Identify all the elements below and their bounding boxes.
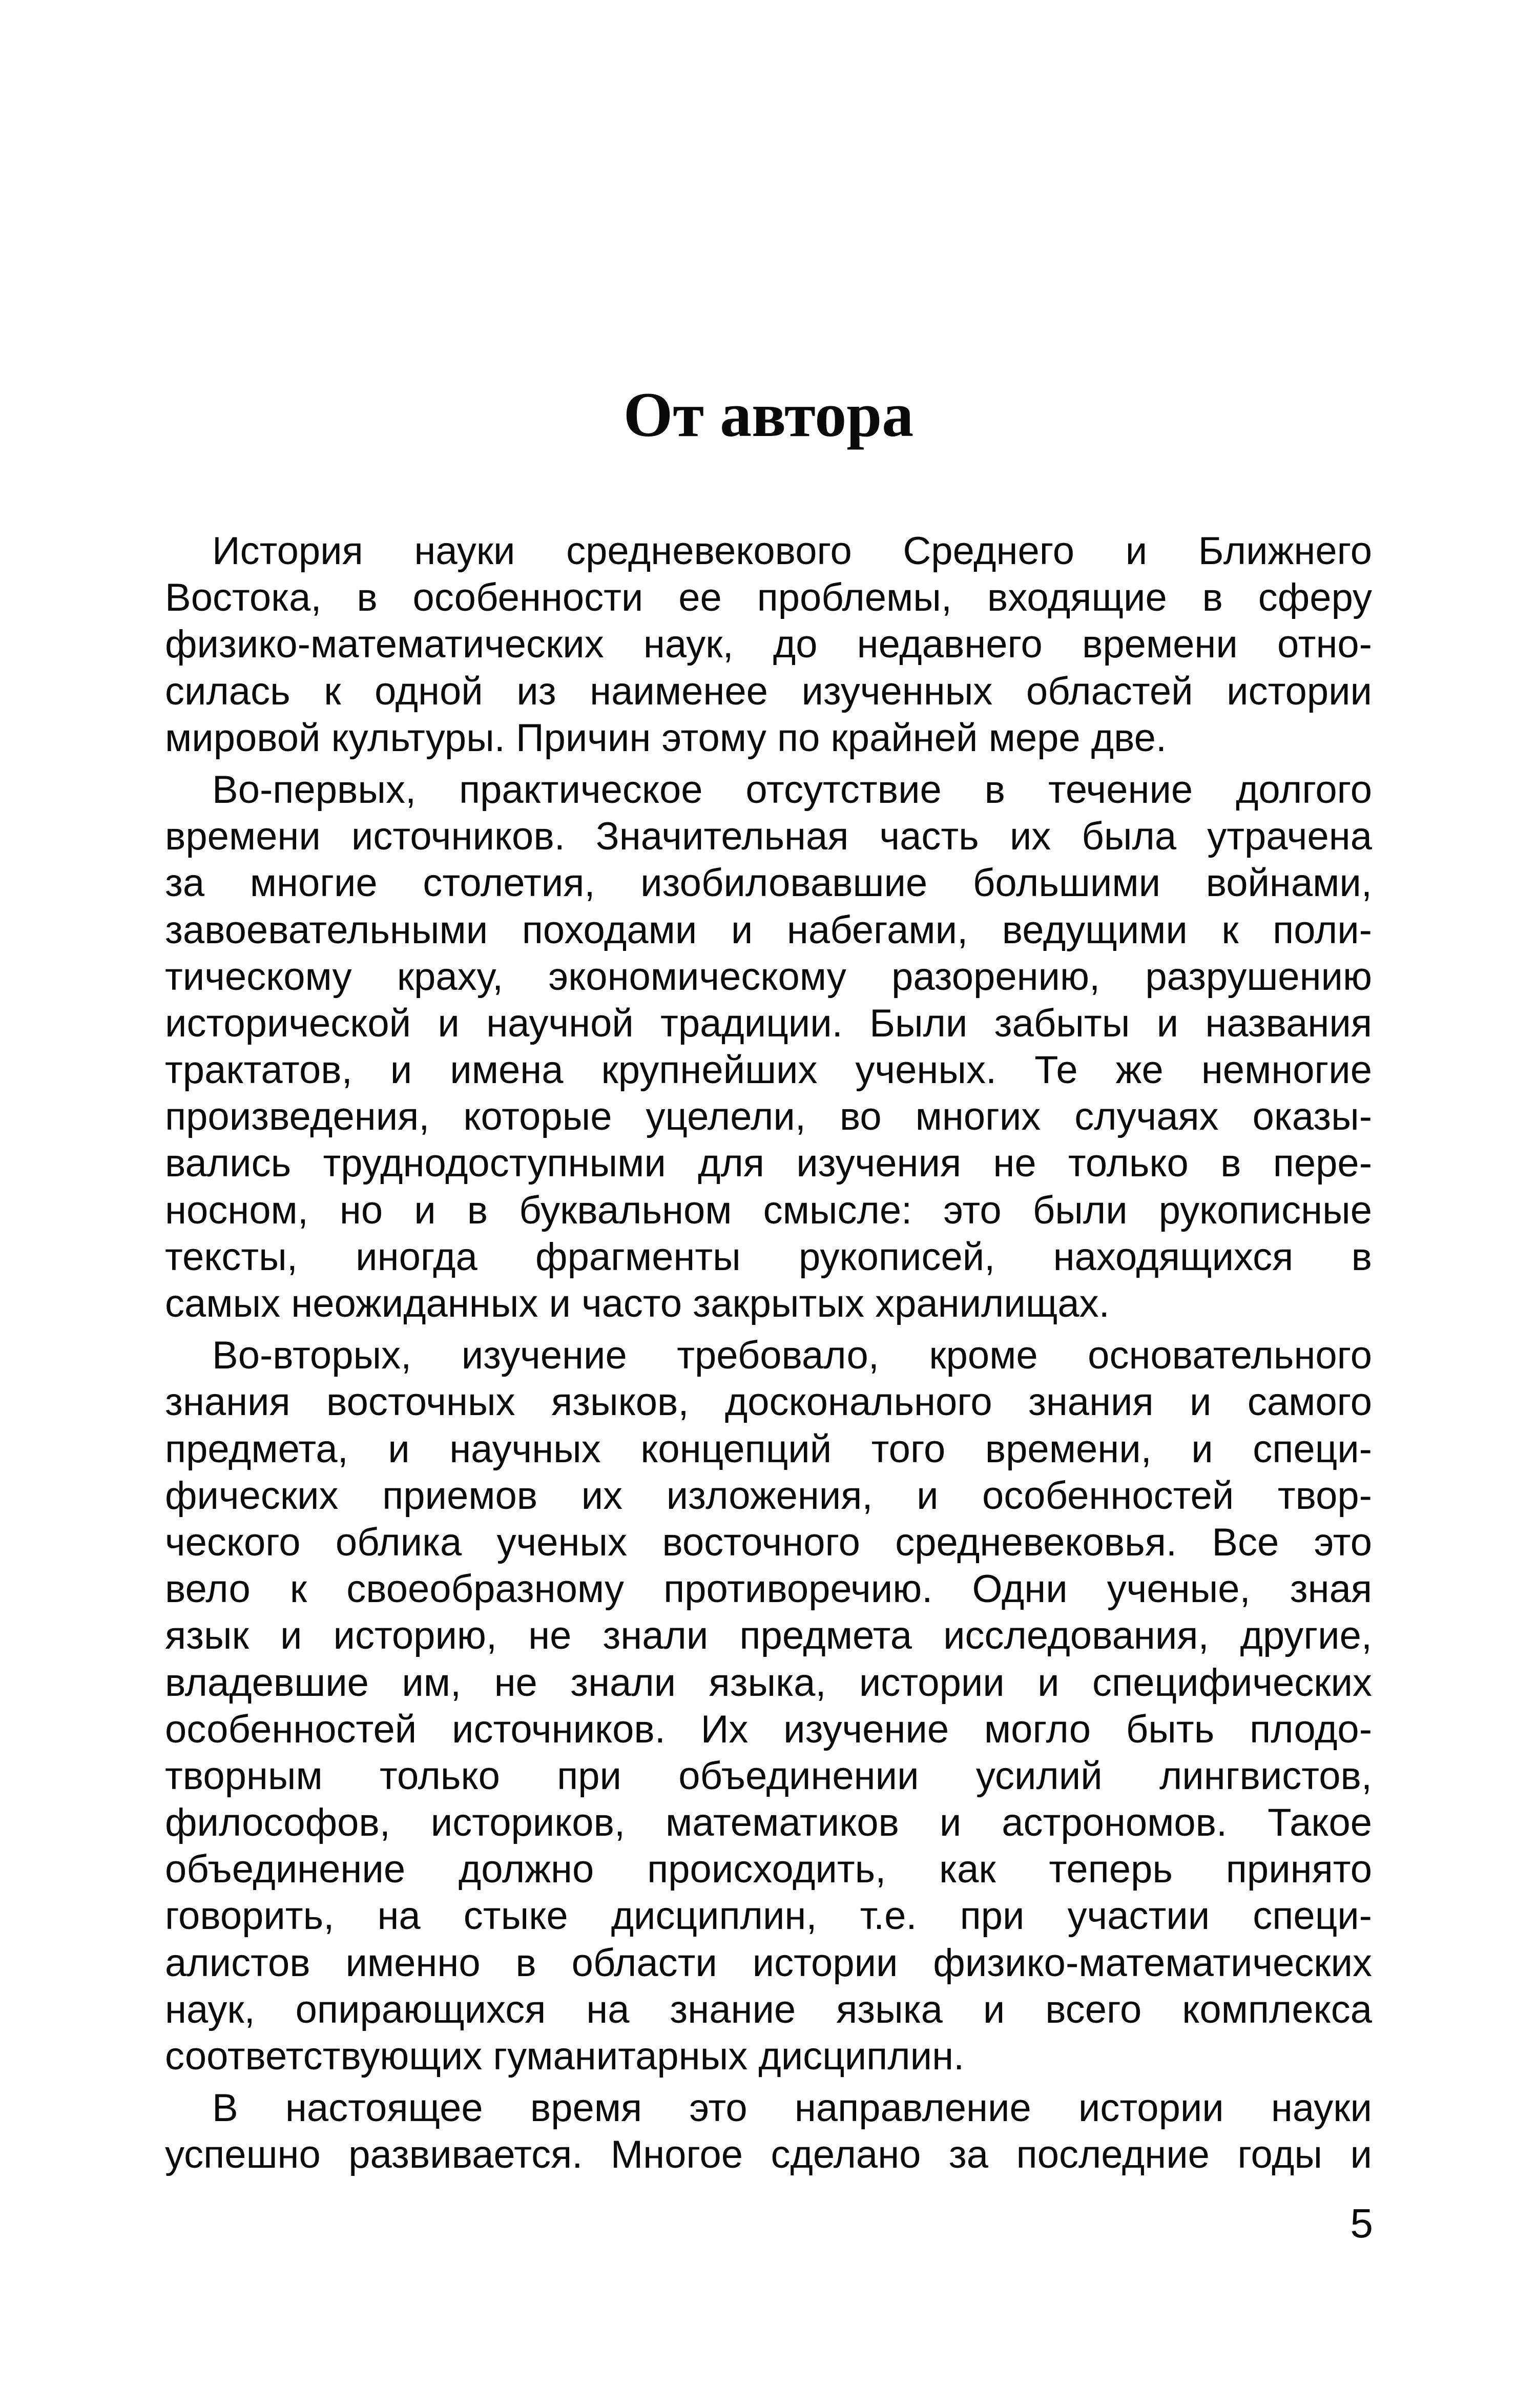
text-line: исторической и научной традиции. Были забыты и названия bbox=[165, 1001, 1372, 1045]
text-line: язык и историю, не знали предмета исследования, другие, bbox=[165, 1614, 1372, 1658]
text-line: завоевательными походами и набегами, ведущими к поли- bbox=[165, 908, 1372, 952]
chapter-heading: От автора bbox=[623, 380, 914, 450]
text-line: История науки средневекового Среднего и Ближнего bbox=[212, 529, 1372, 573]
text-line: В настоящее время это направление истории науки bbox=[212, 2086, 1372, 2130]
body-text bbox=[165, 528, 1372, 2178]
text-line: философов, историков, математиков и астрономов. Такое bbox=[165, 1801, 1372, 1845]
text-line: успешно развивается. Многое сделано за последние годы и bbox=[165, 2133, 1372, 2177]
text-line: фических приемов их изложения, и особенностей твор- bbox=[165, 1473, 1372, 1518]
text-line: творным только при объединении усилий лингвистов, bbox=[165, 1754, 1372, 1798]
text-line: физико-математических наук, до недавнего времени отно- bbox=[165, 622, 1372, 667]
text-line: Во-вторых, изучение требовало, кроме основательного bbox=[212, 1334, 1372, 1378]
text-line: соответствующих гуманитарных дисциплин. bbox=[165, 2035, 965, 2078]
text-line: произведения, которые уцелели, во многих случаях оказы- bbox=[165, 1095, 1372, 1139]
text-line: носном, но и в буквальном смысле: это были рукописные bbox=[165, 1188, 1372, 1232]
text-line: за многие столетия, изобиловавшие большими войнами, bbox=[165, 861, 1372, 905]
text-line: вело к своеобразному противоречию. Одни ученые, зная bbox=[165, 1567, 1372, 1611]
text-line: предмета, и научных концепций того времени, и специ- bbox=[165, 1427, 1372, 1471]
text-line: тическому краху, экономическому разорению, разрушению bbox=[165, 954, 1372, 999]
paragraph bbox=[165, 766, 1372, 1327]
text-line: тексты, иногда фрагменты рукописей, находящихся в bbox=[165, 1235, 1372, 1279]
text-line: самых неожиданных и часто закрытых хранилищах. bbox=[165, 1282, 1110, 1325]
text-line: владевшие им, не знали языка, истории и специфических bbox=[165, 1660, 1372, 1705]
text-line: наук, опирающихся на знание языка и всего комплекса bbox=[165, 1987, 1372, 2031]
text-line: говорить, на стыке дисциплин, т.е. при участии специ- bbox=[165, 1894, 1372, 1938]
page-number: 5 bbox=[1350, 2201, 1373, 2246]
paragraph bbox=[165, 528, 1372, 761]
text-line: трактатов, и имена крупнейших ученых. Те же немногие bbox=[165, 1048, 1372, 1092]
paragraph bbox=[165, 2085, 1372, 2178]
text-line: силась к одной из наименее изученных областей истории bbox=[165, 669, 1372, 713]
text-line: мировой культуры. Причин этому по крайней мере две. bbox=[165, 716, 1167, 760]
text-line: Во-первых, практическое отсутствие в течение долгого bbox=[212, 767, 1372, 812]
text-line: алистов именно в области истории физико-математических bbox=[165, 1941, 1372, 1985]
text-line: знания восточных языков, досконального знания и самого bbox=[165, 1380, 1372, 1424]
text-line: времени источников. Значительная часть их была утрачена bbox=[165, 815, 1372, 859]
text-line: особенностей источников. Их изучение могло быть плодо- bbox=[165, 1707, 1372, 1751]
text-line: Востока, в особенности ее проблемы, входящие в сферу bbox=[165, 576, 1372, 620]
text-line: объединение должно происходить, как теперь принято bbox=[165, 1847, 1372, 1892]
text-line: ческого облика ученых восточного средневековья. Все это bbox=[165, 1520, 1372, 1564]
text-line: вались труднодоступными для изучения не только в пере- bbox=[165, 1141, 1372, 1186]
paragraph bbox=[165, 1332, 1372, 2080]
